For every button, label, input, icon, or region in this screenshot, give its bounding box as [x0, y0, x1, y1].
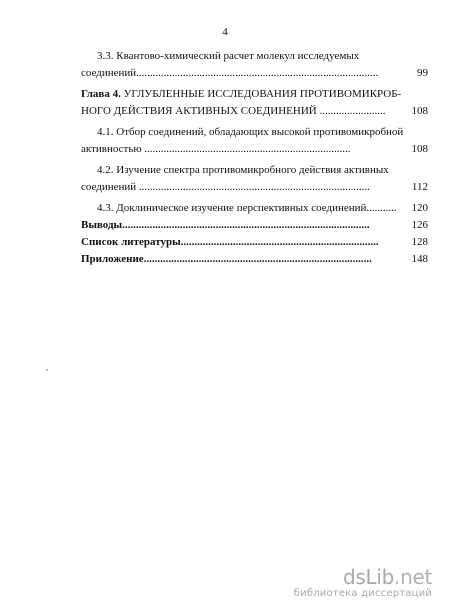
toc-entry-4-2-line-1	[81, 162, 428, 179]
toc-entry-4-3-title: 4.3. Доклиническое изучение перспективных соединений...........	[97, 202, 397, 214]
table-of-contents	[81, 48, 428, 268]
toc-entry-4-1-line-2	[81, 141, 428, 158]
toc-entry-3-3-page: 99	[417, 67, 428, 79]
dslib-logo-prefix: ds	[343, 565, 366, 589]
toc-entry-3-3-title: 3.3. Квантово-химический расчет молекул исследуемых	[97, 50, 360, 62]
toc-entry-4-3	[81, 200, 428, 217]
dslib-subtitle: библиотека диссертаций	[293, 588, 432, 599]
toc-entry-3-3-line-2	[81, 65, 428, 82]
toc-entry-4-1-title: 4.1. Отбор соединений, обладающих высокой противомикробной	[97, 126, 404, 138]
toc-conclusions-title: Выводы..........................................................................................	[81, 219, 370, 231]
toc-chapter-4-label: Глава 4.	[81, 88, 121, 100]
toc-conclusions	[81, 217, 428, 234]
toc-entry-4-2-title-cont: соединений ....................................................................................	[81, 181, 370, 193]
toc-chapter-4-title-cont: НОГО ДЕЙСТВИЯ АКТИВНЫХ СОЕДИНЕНИЙ ........................	[81, 105, 386, 117]
toc-entry-4-2-title: 4.2. Изучение спектра противомикробного действия активных	[97, 164, 389, 176]
toc-chapter-4-line-2	[81, 103, 428, 120]
toc-references-page: 128	[411, 236, 428, 248]
dslib-logo-main: Lib	[365, 565, 395, 589]
toc-entry-3-3-line-1	[81, 48, 428, 65]
toc-entry-4-1-title-cont: активностью ...........................................................................	[81, 143, 351, 155]
dslib-logo	[294, 566, 432, 588]
toc-chapter-4-line-1	[81, 86, 428, 103]
dslib-watermark	[294, 566, 432, 600]
toc-conclusions-page: 126	[411, 219, 428, 231]
toc-references-title: Список литературы........................................................................	[81, 236, 379, 248]
toc-entry-4-3-page: 120	[411, 202, 428, 214]
toc-entry-4-2-page: 112	[411, 181, 428, 193]
toc-appendix-title: Приложение...................................................................................	[81, 253, 372, 265]
toc-appendix	[81, 251, 428, 268]
toc-entry-4-1-line-1	[81, 124, 428, 141]
toc-entry-4-2-line-2	[81, 179, 428, 196]
toc-entry-4-1-page: 108	[411, 143, 428, 155]
dslib-logo-suffix: .net	[394, 565, 432, 589]
toc-entry-3-3-leader: соединений........................................................................................	[81, 67, 379, 79]
toc-references	[81, 234, 428, 251]
toc-appendix-page: 148	[411, 253, 428, 265]
toc-chapter-4-page: 108	[411, 105, 428, 117]
toc-chapter-4-title: УГЛУБЛЕННЫЕ ИССЛЕДОВАНИЯ ПРОТИВОМИКРОБ-	[123, 88, 402, 100]
page-number: 4	[222, 26, 228, 38]
scan-speck	[46, 369, 48, 371]
